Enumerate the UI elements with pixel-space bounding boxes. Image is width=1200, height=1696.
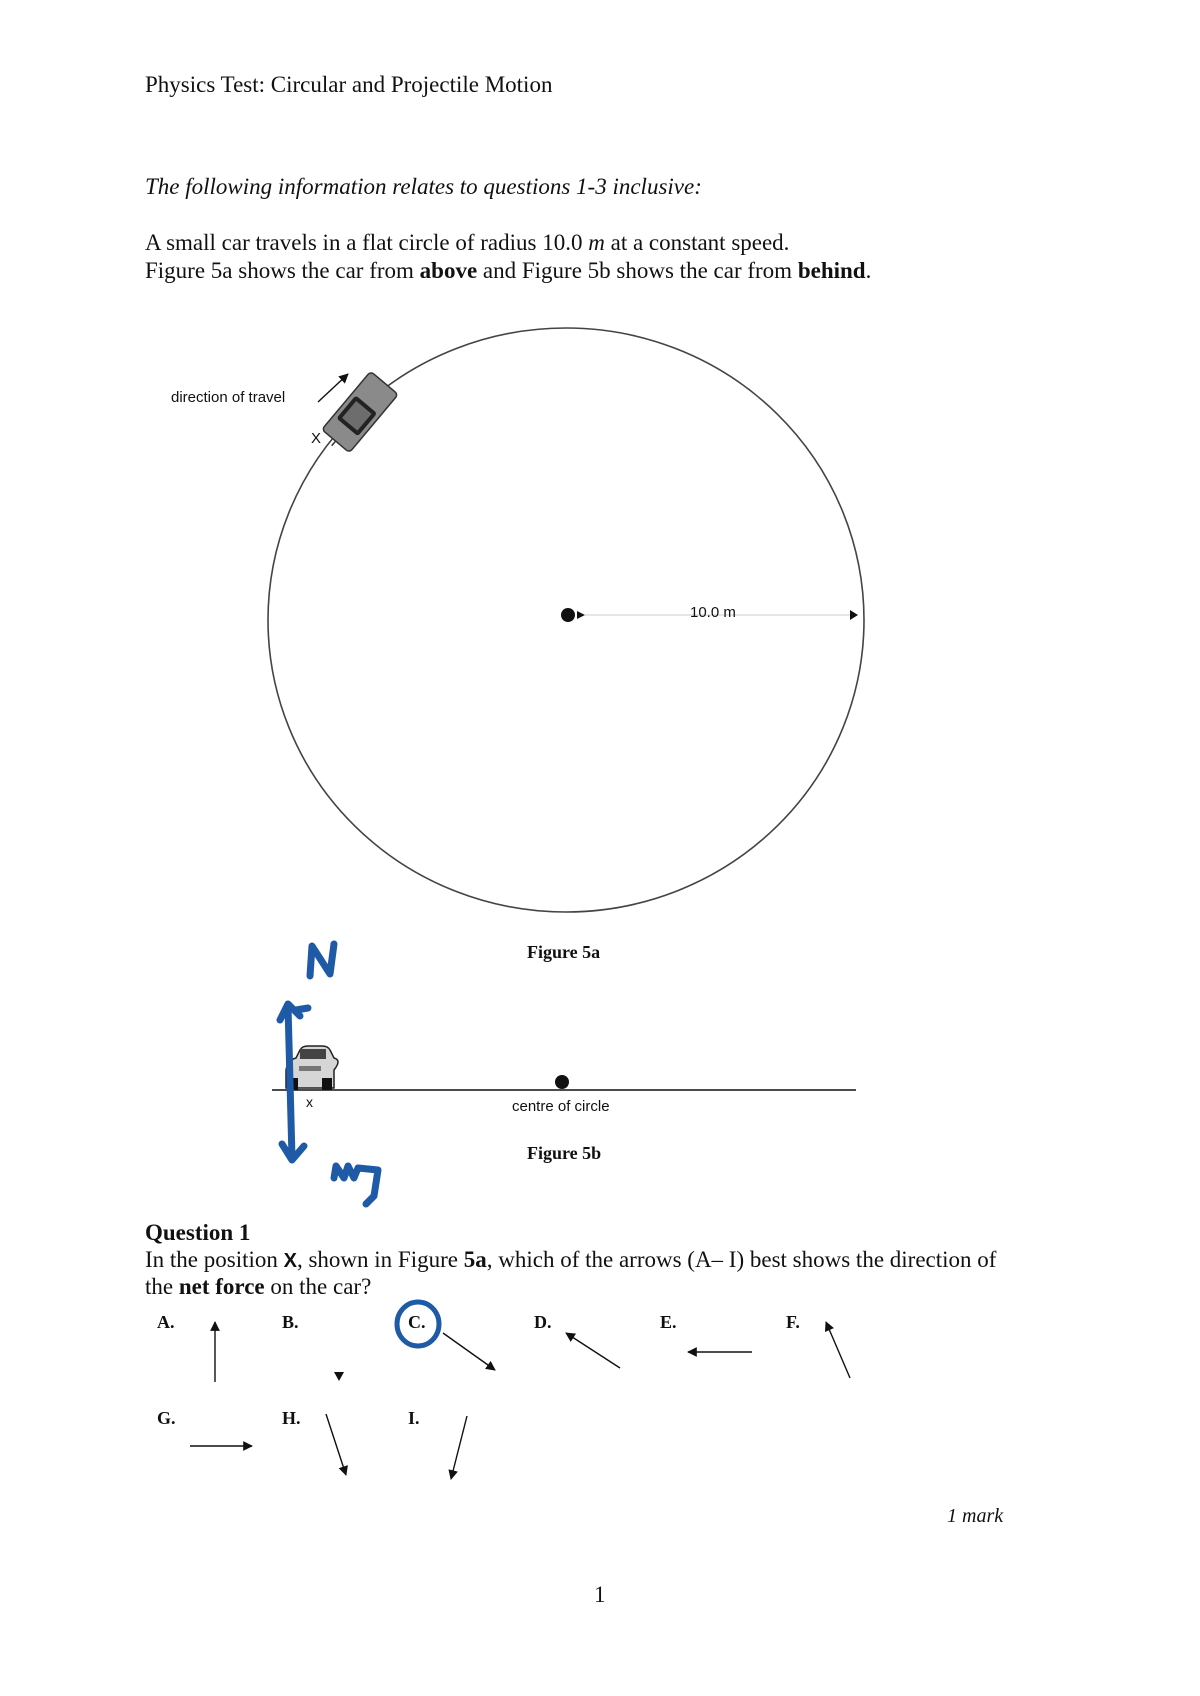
direction-arrow [318, 374, 348, 402]
intro-above: above [419, 258, 478, 283]
option-g[interactable]: G. [157, 1408, 176, 1428]
q1-position-x: X [283, 1250, 297, 1272]
car-rear-view [286, 1046, 338, 1090]
question-1-line-1 [145, 1247, 996, 1273]
intro-line-2-e: . [865, 258, 872, 283]
page-header-title: Physics Test: Circular and Projectile Motion [145, 72, 553, 97]
intro-line-2-c: and Figure 5b shows the car from [477, 258, 798, 283]
centre-of-circle-dot [555, 1075, 569, 1089]
intro-line-1-end: at a constant speed. [604, 230, 790, 255]
info-line: The following information relates to questions 1-3 inclusive: [145, 174, 702, 199]
radius-arrow-right-head [850, 610, 858, 620]
intro-line-2-a: Figure 5a shows the car from [145, 258, 420, 283]
q1-text-f: the [145, 1274, 179, 1299]
question-1-heading: Question 1 [145, 1220, 251, 1245]
figure-5a-caption: Figure 5a [527, 942, 601, 962]
option-i[interactable]: I. [408, 1408, 420, 1428]
option-c[interactable]: C. [408, 1312, 426, 1332]
arrow-b [334, 1372, 344, 1381]
centre-of-circle-label: centre of circle [512, 1098, 610, 1115]
q1-net-force: net force [178, 1274, 265, 1299]
marks-label: 1 mark [947, 1505, 1004, 1527]
intro-line-1-text: A small car travels in a flat circle of radius 10.0 [145, 230, 589, 255]
option-b[interactable]: B. [282, 1312, 299, 1332]
centre-dot [561, 608, 575, 622]
option-f[interactable]: F. [786, 1312, 800, 1332]
intro-behind: behind [797, 258, 866, 283]
q1-text-h: on the car? [264, 1274, 372, 1299]
option-e[interactable]: E. [660, 1312, 677, 1332]
direction-of-travel-label: direction of travel [171, 389, 286, 406]
q1-figure-5a: 5a [463, 1247, 487, 1272]
figure-5b-caption: Figure 5b [527, 1143, 602, 1163]
radius-arrow-left-head [577, 611, 585, 619]
q1-text-a: In the position [145, 1247, 284, 1272]
option-arrows [190, 1322, 850, 1479]
q1-text-e: , which of the arrows (A– I) best shows the direction of [486, 1247, 997, 1272]
radius-label: 10.0 m [690, 604, 736, 621]
radius-unit: m [588, 230, 605, 255]
question-1-line-2 [145, 1274, 371, 1300]
figure-5b-x-label: x [306, 1094, 313, 1110]
option-h[interactable]: H. [282, 1408, 301, 1428]
option-d[interactable]: D. [534, 1312, 552, 1332]
q1-text-c: , shown in Figure [296, 1247, 464, 1272]
arrow-i [451, 1416, 467, 1479]
option-a[interactable]: A. [157, 1312, 175, 1332]
car-top-view [318, 371, 398, 457]
arrow-d [566, 1333, 620, 1368]
position-x-label: X [311, 430, 322, 447]
arrow-f [826, 1322, 850, 1378]
arrow-h [326, 1414, 346, 1475]
page-number: 1 [594, 1582, 606, 1607]
arrow-c [443, 1333, 495, 1370]
